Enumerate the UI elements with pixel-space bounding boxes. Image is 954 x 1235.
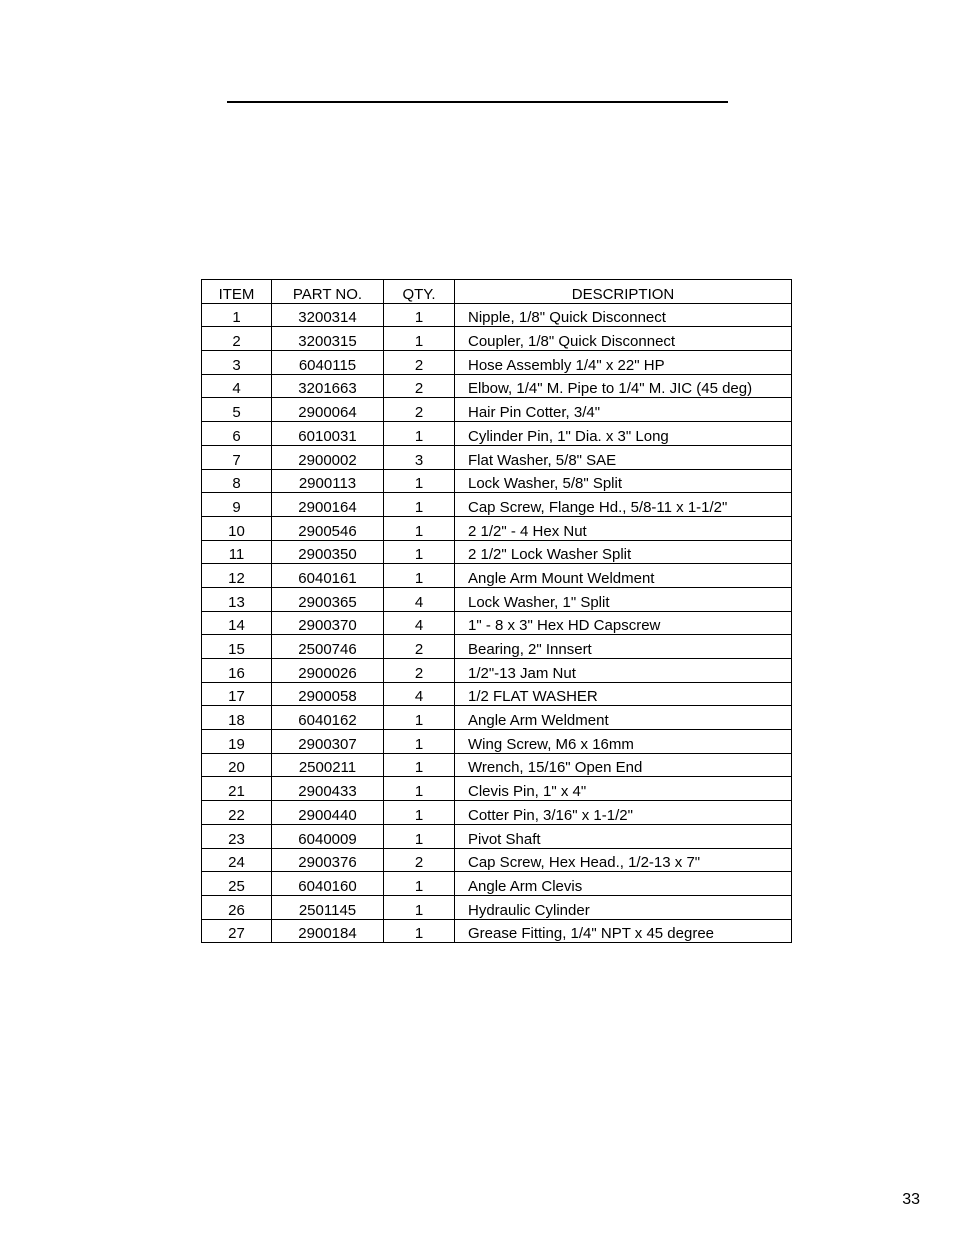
qty-cell: 1 xyxy=(384,777,455,801)
header-rule xyxy=(227,101,728,103)
table-row xyxy=(202,848,792,872)
part-no-cell: 2900184 xyxy=(272,919,384,943)
table-row xyxy=(202,564,792,588)
description-cell: 2 1/2" Lock Washer Split xyxy=(455,540,792,564)
qty-cell: 4 xyxy=(384,682,455,706)
part-no-cell: 6040161 xyxy=(272,564,384,588)
part-no-cell: 2900365 xyxy=(272,587,384,611)
part-no-cell: 2900307 xyxy=(272,730,384,754)
item-cell: 3 xyxy=(202,351,272,375)
table-row xyxy=(202,659,792,683)
description-cell: Cylinder Pin, 1" Dia. x 3" Long xyxy=(455,422,792,446)
item-cell: 5 xyxy=(202,398,272,422)
part-no-cell: 2900113 xyxy=(272,469,384,493)
description-cell: 2 1/2" - 4 Hex Nut xyxy=(455,516,792,540)
table-row xyxy=(202,635,792,659)
item-cell: 6 xyxy=(202,422,272,446)
description-cell: Cap Screw, Flange Hd., 5/8-11 x 1-1/2" xyxy=(455,493,792,517)
qty-cell: 2 xyxy=(384,398,455,422)
description-cell: Angle Arm Mount Weldment xyxy=(455,564,792,588)
table-row xyxy=(202,493,792,517)
part-no-cell: 2900058 xyxy=(272,682,384,706)
description-cell: Wrench, 15/16" Open End xyxy=(455,753,792,777)
part-no-cell: 3200314 xyxy=(272,303,384,327)
item-cell: 25 xyxy=(202,872,272,896)
qty-cell: 1 xyxy=(384,493,455,517)
table-row xyxy=(202,824,792,848)
description-cell: 1" - 8 x 3" Hex HD Capscrew xyxy=(455,611,792,635)
part-no-cell: 3201663 xyxy=(272,374,384,398)
item-cell: 13 xyxy=(202,587,272,611)
qty-cell: 2 xyxy=(384,374,455,398)
part-no-cell: 2900026 xyxy=(272,659,384,683)
description-cell: Lock Washer, 1" Split xyxy=(455,587,792,611)
item-cell: 27 xyxy=(202,919,272,943)
part-no-cell: 6040162 xyxy=(272,706,384,730)
page-number: 33 xyxy=(902,1191,920,1208)
item-cell: 2 xyxy=(202,327,272,351)
description-cell: Grease Fitting, 1/4" NPT x 45 degree xyxy=(455,919,792,943)
qty-cell: 1 xyxy=(384,516,455,540)
item-cell: 1 xyxy=(202,303,272,327)
qty-cell: 3 xyxy=(384,445,455,469)
qty-cell: 1 xyxy=(384,872,455,896)
item-cell: 21 xyxy=(202,777,272,801)
header-item: ITEM xyxy=(202,280,272,304)
item-cell: 23 xyxy=(202,824,272,848)
part-no-cell: 2501145 xyxy=(272,895,384,919)
part-no-cell: 2900370 xyxy=(272,611,384,635)
table-row xyxy=(202,706,792,730)
description-cell: Hydraulic Cylinder xyxy=(455,895,792,919)
table-row xyxy=(202,919,792,943)
qty-cell: 2 xyxy=(384,848,455,872)
table-row xyxy=(202,445,792,469)
qty-cell: 1 xyxy=(384,824,455,848)
description-cell: Elbow, 1/4" M. Pipe to 1/4" M. JIC (45 deg) xyxy=(455,374,792,398)
item-cell: 18 xyxy=(202,706,272,730)
table-row xyxy=(202,682,792,706)
description-cell: Pivot Shaft xyxy=(455,824,792,848)
table-row xyxy=(202,516,792,540)
item-cell: 10 xyxy=(202,516,272,540)
qty-cell: 2 xyxy=(384,351,455,375)
description-cell: Coupler, 1/8" Quick Disconnect xyxy=(455,327,792,351)
part-no-cell: 6040115 xyxy=(272,351,384,375)
item-cell: 4 xyxy=(202,374,272,398)
item-cell: 7 xyxy=(202,445,272,469)
header-description: DESCRIPTION xyxy=(455,280,792,304)
item-cell: 8 xyxy=(202,469,272,493)
qty-cell: 2 xyxy=(384,659,455,683)
table-row xyxy=(202,587,792,611)
parts-table xyxy=(201,279,792,943)
qty-cell: 1 xyxy=(384,753,455,777)
item-cell: 19 xyxy=(202,730,272,754)
description-cell: Lock Washer, 5/8" Split xyxy=(455,469,792,493)
description-cell: Nipple, 1/8" Quick Disconnect xyxy=(455,303,792,327)
table-row xyxy=(202,611,792,635)
part-no-cell: 2900350 xyxy=(272,540,384,564)
description-cell: Hair Pin Cotter, 3/4" xyxy=(455,398,792,422)
part-no-cell: 6040009 xyxy=(272,824,384,848)
description-cell: Cap Screw, Hex Head., 1/2-13 x 7" xyxy=(455,848,792,872)
table-row xyxy=(202,303,792,327)
part-no-cell: 2900440 xyxy=(272,801,384,825)
table-header-row xyxy=(202,280,792,304)
description-cell: 1/2"-13 Jam Nut xyxy=(455,659,792,683)
item-cell: 24 xyxy=(202,848,272,872)
header-part-no: PART NO. xyxy=(272,280,384,304)
part-no-cell: 2900376 xyxy=(272,848,384,872)
part-no-cell: 2900002 xyxy=(272,445,384,469)
qty-cell: 1 xyxy=(384,801,455,825)
part-no-cell: 2500746 xyxy=(272,635,384,659)
table-row xyxy=(202,753,792,777)
qty-cell: 1 xyxy=(384,540,455,564)
header-qty: QTY. xyxy=(384,280,455,304)
qty-cell: 2 xyxy=(384,635,455,659)
table-row xyxy=(202,351,792,375)
qty-cell: 1 xyxy=(384,730,455,754)
table-row xyxy=(202,374,792,398)
part-no-cell: 2500211 xyxy=(272,753,384,777)
table-row xyxy=(202,469,792,493)
table-row xyxy=(202,730,792,754)
item-cell: 12 xyxy=(202,564,272,588)
description-cell: Angle Arm Weldment xyxy=(455,706,792,730)
qty-cell: 1 xyxy=(384,564,455,588)
table-row xyxy=(202,422,792,446)
item-cell: 20 xyxy=(202,753,272,777)
qty-cell: 1 xyxy=(384,422,455,446)
part-no-cell: 2900064 xyxy=(272,398,384,422)
table-row xyxy=(202,777,792,801)
table-row xyxy=(202,872,792,896)
description-cell: Bearing, 2" Innsert xyxy=(455,635,792,659)
qty-cell: 1 xyxy=(384,327,455,351)
description-cell: Hose Assembly 1/4" x 22" HP xyxy=(455,351,792,375)
item-cell: 11 xyxy=(202,540,272,564)
qty-cell: 1 xyxy=(384,895,455,919)
part-no-cell: 6010031 xyxy=(272,422,384,446)
item-cell: 17 xyxy=(202,682,272,706)
table-row xyxy=(202,327,792,351)
item-cell: 16 xyxy=(202,659,272,683)
qty-cell: 1 xyxy=(384,919,455,943)
table-row xyxy=(202,540,792,564)
part-no-cell: 2900164 xyxy=(272,493,384,517)
part-no-cell: 6040160 xyxy=(272,872,384,896)
table-row xyxy=(202,398,792,422)
part-no-cell: 3200315 xyxy=(272,327,384,351)
item-cell: 22 xyxy=(202,801,272,825)
description-cell: Clevis Pin, 1" x 4" xyxy=(455,777,792,801)
description-cell: Angle Arm Clevis xyxy=(455,872,792,896)
qty-cell: 1 xyxy=(384,469,455,493)
item-cell: 9 xyxy=(202,493,272,517)
description-cell: Cotter Pin, 3/16" x 1-1/2" xyxy=(455,801,792,825)
table-row xyxy=(202,801,792,825)
part-no-cell: 2900433 xyxy=(272,777,384,801)
description-cell: 1/2 FLAT WASHER xyxy=(455,682,792,706)
qty-cell: 1 xyxy=(384,303,455,327)
item-cell: 26 xyxy=(202,895,272,919)
qty-cell: 4 xyxy=(384,611,455,635)
description-cell: Wing Screw, M6 x 16mm xyxy=(455,730,792,754)
table-row xyxy=(202,895,792,919)
parts-table-body xyxy=(202,303,792,943)
qty-cell: 1 xyxy=(384,706,455,730)
qty-cell: 4 xyxy=(384,587,455,611)
item-cell: 15 xyxy=(202,635,272,659)
item-cell: 14 xyxy=(202,611,272,635)
part-no-cell: 2900546 xyxy=(272,516,384,540)
description-cell: Flat Washer, 5/8" SAE xyxy=(455,445,792,469)
